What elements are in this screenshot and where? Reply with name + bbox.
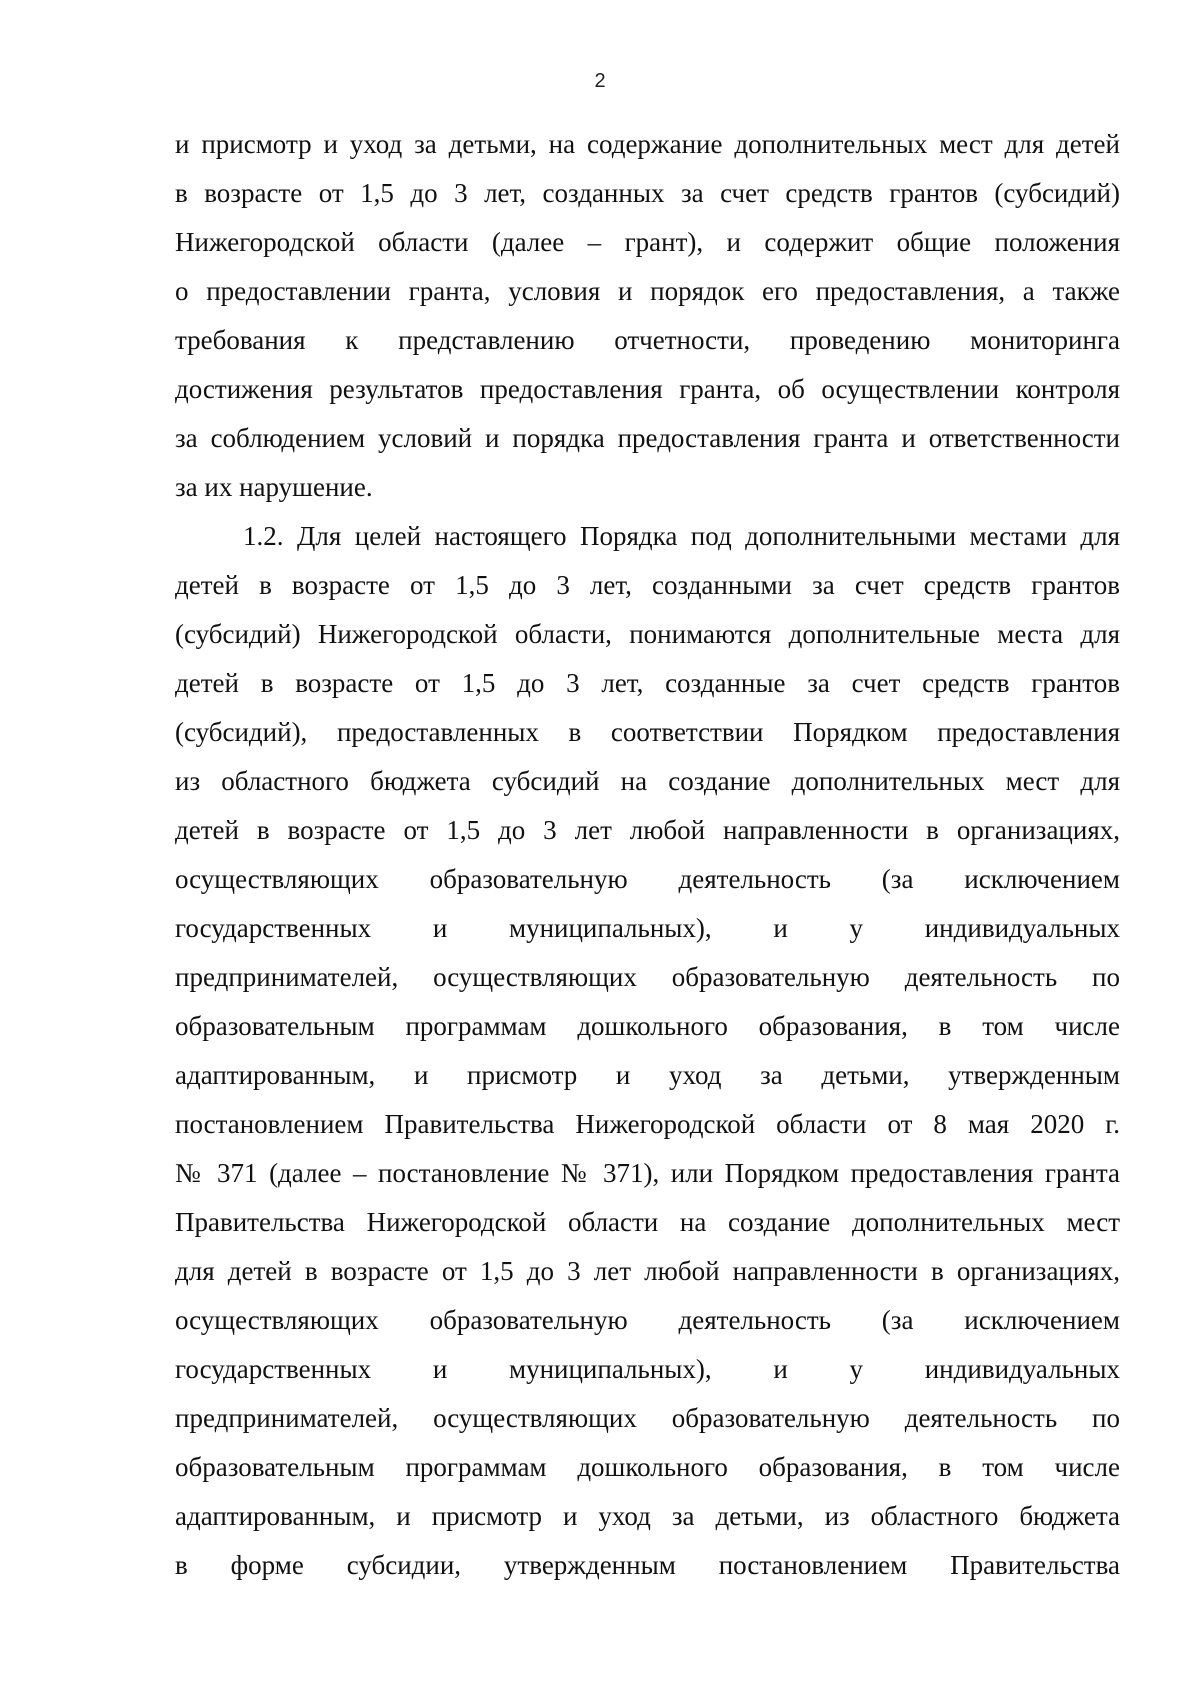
page-number: 2 — [594, 70, 606, 92]
text-line: государственных и муниципальных), и у индивидуальных — [175, 1354, 1120, 1384]
text-line: требования к представлению отчетности, проведению мониторинга — [175, 325, 1120, 355]
text-line: (субсидий), предоставленных в соответствии Порядком предоставления — [175, 717, 1120, 747]
text-line: осуществляющих образовательную деятельность (за исключением — [175, 1305, 1120, 1335]
text-line: образовательным программам дошкольного образования, в том числе — [175, 1452, 1120, 1482]
paragraph-2 — [175, 512, 1120, 1590]
text-line: детей в возрасте от 1,5 до 3 лет, созданными за счет средств грантов — [175, 570, 1120, 600]
text-line: из областного бюджета субсидий на создание дополнительных мест для — [175, 766, 1120, 796]
text-line: Нижегородской области (далее – грант), и содержит общие положения — [175, 227, 1120, 257]
text-line: в возрасте от 1,5 до 3 лет, созданных за счет средств грантов (субсидий) — [175, 178, 1120, 208]
text-line: Правительства Нижегородской области на создание дополнительных мест — [175, 1207, 1120, 1237]
text-line: о предоставлении гранта, условия и порядок его предоставления, а также — [175, 276, 1120, 306]
text-line: осуществляющих образовательную деятельность (за исключением — [175, 864, 1120, 894]
text-line: достижения результатов предоставления гранта, об осуществлении контроля — [175, 374, 1120, 404]
text-line: (субсидий) Нижегородской области, понимаются дополнительные места для — [175, 619, 1120, 649]
text-line: в форме субсидии, утвержденным постановлением Правительства — [175, 1550, 1120, 1580]
text-line: постановлением Правительства Нижегородской области от 8 мая 2020 г. — [175, 1109, 1120, 1139]
text-line: детей в возрасте от 1,5 до 3 лет любой направленности в организациях, — [175, 815, 1120, 845]
text-line: адаптированным, и присмотр и уход за детьми, из областного бюджета — [175, 1501, 1120, 1531]
text-line: за их нарушение. — [175, 472, 373, 502]
text-line: образовательным программам дошкольного образования, в том числе — [175, 1011, 1120, 1041]
text-line: предпринимателей, осуществляющих образовательную деятельность по — [175, 1403, 1120, 1433]
paragraph-1 — [175, 120, 1120, 512]
text-line: и присмотр и уход за детьми, на содержание дополнительных мест для детей — [175, 129, 1120, 159]
text-line: государственных и муниципальных), и у индивидуальных — [175, 913, 1120, 943]
text-line: для детей в возрасте от 1,5 до 3 лет любой направленности в организациях, — [175, 1256, 1120, 1286]
text-line: адаптированным, и присмотр и уход за детьми, утвержденным — [175, 1060, 1120, 1090]
text-line: за соблюдением условий и порядка предоставления гранта и ответственности — [175, 423, 1120, 453]
text-line: предпринимателей, осуществляющих образовательную деятельность по — [175, 962, 1120, 992]
text-line: № 371 (далее – постановление № 371), или Порядком предоставления гранта — [175, 1158, 1120, 1188]
text-line: детей в возрасте от 1,5 до 3 лет, созданные за счет средств грантов — [175, 668, 1120, 698]
text-line: 1.2. Для целей настоящего Порядка под дополнительными местами для — [243, 521, 1120, 551]
